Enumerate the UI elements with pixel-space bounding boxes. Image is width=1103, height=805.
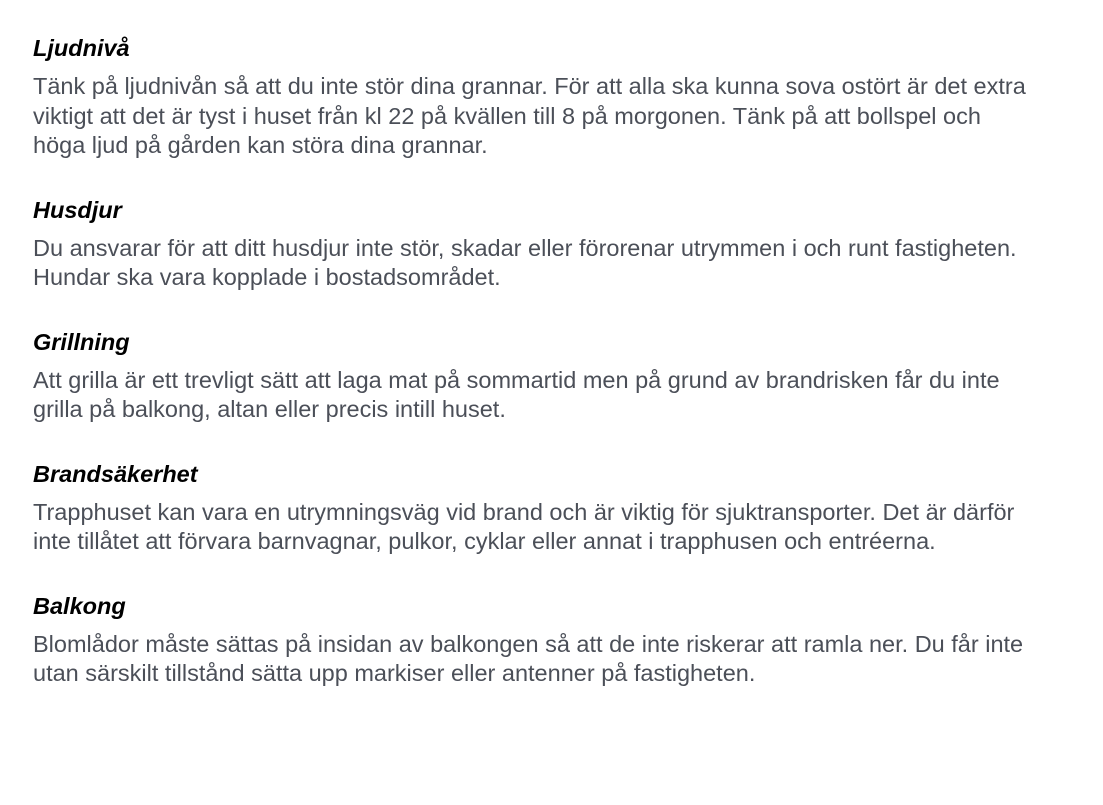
- section-heading: Brandsäkerhet: [33, 460, 198, 487]
- section-husdjur: [33, 194, 1033, 293]
- section-body: Blomlådor måste sättas på insidan av balkongen så att de inte riskerar att ramla ner. Du får inte utan särskilt tillstånd sätta upp markiser eller antenner på fastigheten.: [33, 630, 1024, 686]
- section-body: Du ansvarar för att ditt husdjur inte stör, skadar eller förorenar utrymmen i och runt fastigheten. Hundar ska vara kopplade i bostadsområdet.: [33, 234, 1017, 290]
- section-heading: Ljudnivå: [33, 35, 130, 61]
- section-heading: Husdjur: [33, 196, 122, 223]
- section-grillning: [33, 326, 1033, 425]
- section-body: Tänk på ljudnivån så att du inte stör dina grannar. För att alla ska kunna sova ostört är det extra viktigt att det är tyst i huset från kl 22 på kvällen till 8 på morgonen. Tänk på att bollspel och höga ljud på gården kan störa dina grannar.: [33, 73, 1026, 158]
- document-page: [33, 32, 1033, 722]
- section-heading: Grillning: [33, 328, 130, 355]
- section-heading: Balkong: [33, 592, 126, 619]
- section-body: Trapphuset kan vara en utrymningsväg vid brand och är viktig för sjuktransporter. Det är därför inte tillåtet att förvara barnvagnar, pulkor, cyklar eller annat i trapphusen och entréerna.: [33, 498, 1015, 554]
- section-ljudniva: [33, 32, 1033, 161]
- section-brandsakerhet: [33, 458, 1033, 557]
- section-balkong: [33, 590, 1033, 689]
- section-body: Att grilla är ett trevligt sätt att laga mat på sommartid men på grund av brandrisken får du inte grilla på balkong, altan eller precis intill huset.: [33, 366, 1000, 422]
